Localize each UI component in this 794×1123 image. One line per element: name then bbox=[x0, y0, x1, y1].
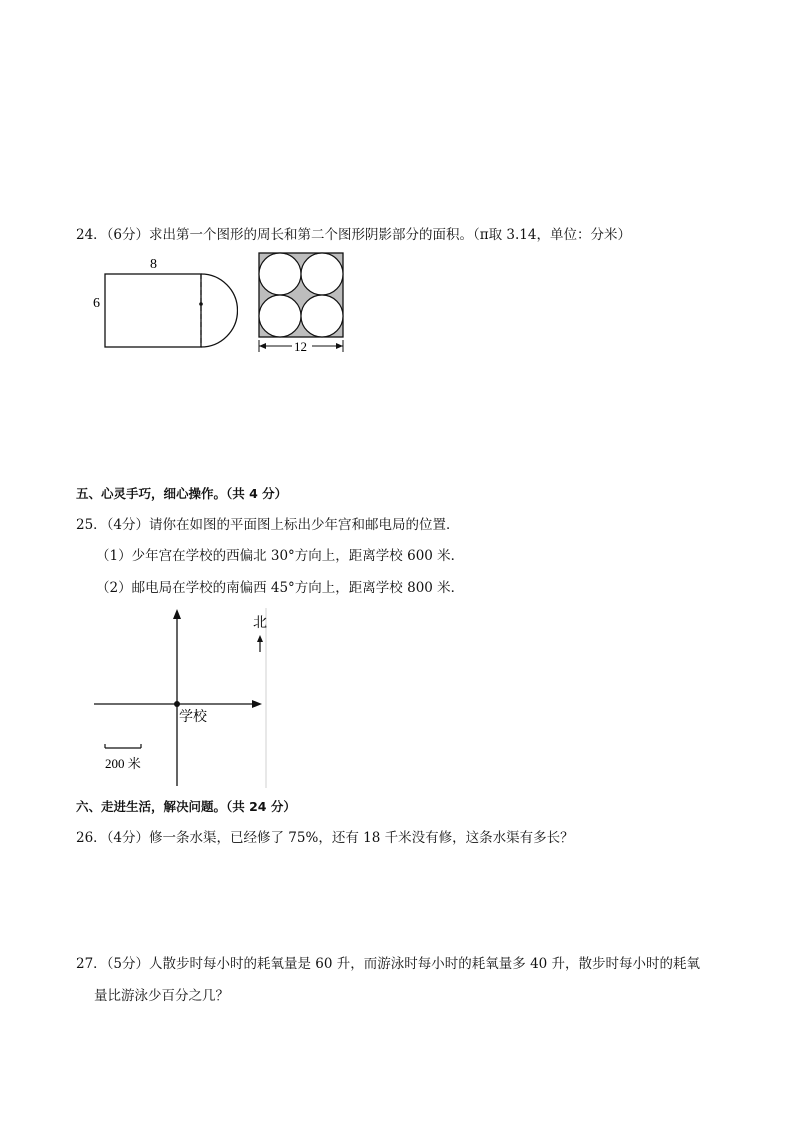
side-label: 12 bbox=[294, 339, 307, 354]
figure-rectangle-semicircle bbox=[88, 252, 238, 352]
question-24-text: 24．（6分）求出第一个图形的周长和第二个图形阴影部分的面积。（π取 3.14，单位：分米） bbox=[76, 227, 631, 243]
scale-label: 200 米 bbox=[105, 756, 141, 771]
question-27-text-line-1: 27．（5分）人散步时每小时的耗氧量是 60 升，而游泳时每小时的耗氧量多 40 升，散步时每小时的耗氧 bbox=[76, 956, 701, 972]
width-label: 8 bbox=[150, 257, 157, 272]
north-label: 北 bbox=[253, 616, 267, 631]
height-label: 6 bbox=[93, 296, 100, 311]
question-27-text-line-2: 量比游泳少百分之几？ bbox=[94, 988, 229, 1004]
figure-square-circles bbox=[256, 250, 351, 354]
question-25-item-1: （1）少年宫在学校的西偏北 30°方向上，距离学校 600 米． bbox=[96, 548, 465, 564]
section-6-title: 六、走进生活，解决问题。（共 24 分） bbox=[76, 799, 296, 814]
question-26-text: 26．（4分）修一条水渠，已经修了 75%，还有 18 千米没有修，这条水渠有多长？ bbox=[76, 830, 574, 846]
school-map bbox=[90, 608, 280, 793]
question-25-text: 25．（4分）请你在如图的平面图上标出少年宫和邮电局的位置． bbox=[76, 517, 460, 533]
section-5-title: 五、心灵手巧，细心操作。（共 4 分） bbox=[76, 486, 288, 501]
question-25-item-2: （2）邮电局在学校的南偏西 45°方向上，距离学校 800 米． bbox=[96, 580, 465, 596]
origin-label: 学校 bbox=[179, 710, 207, 725]
